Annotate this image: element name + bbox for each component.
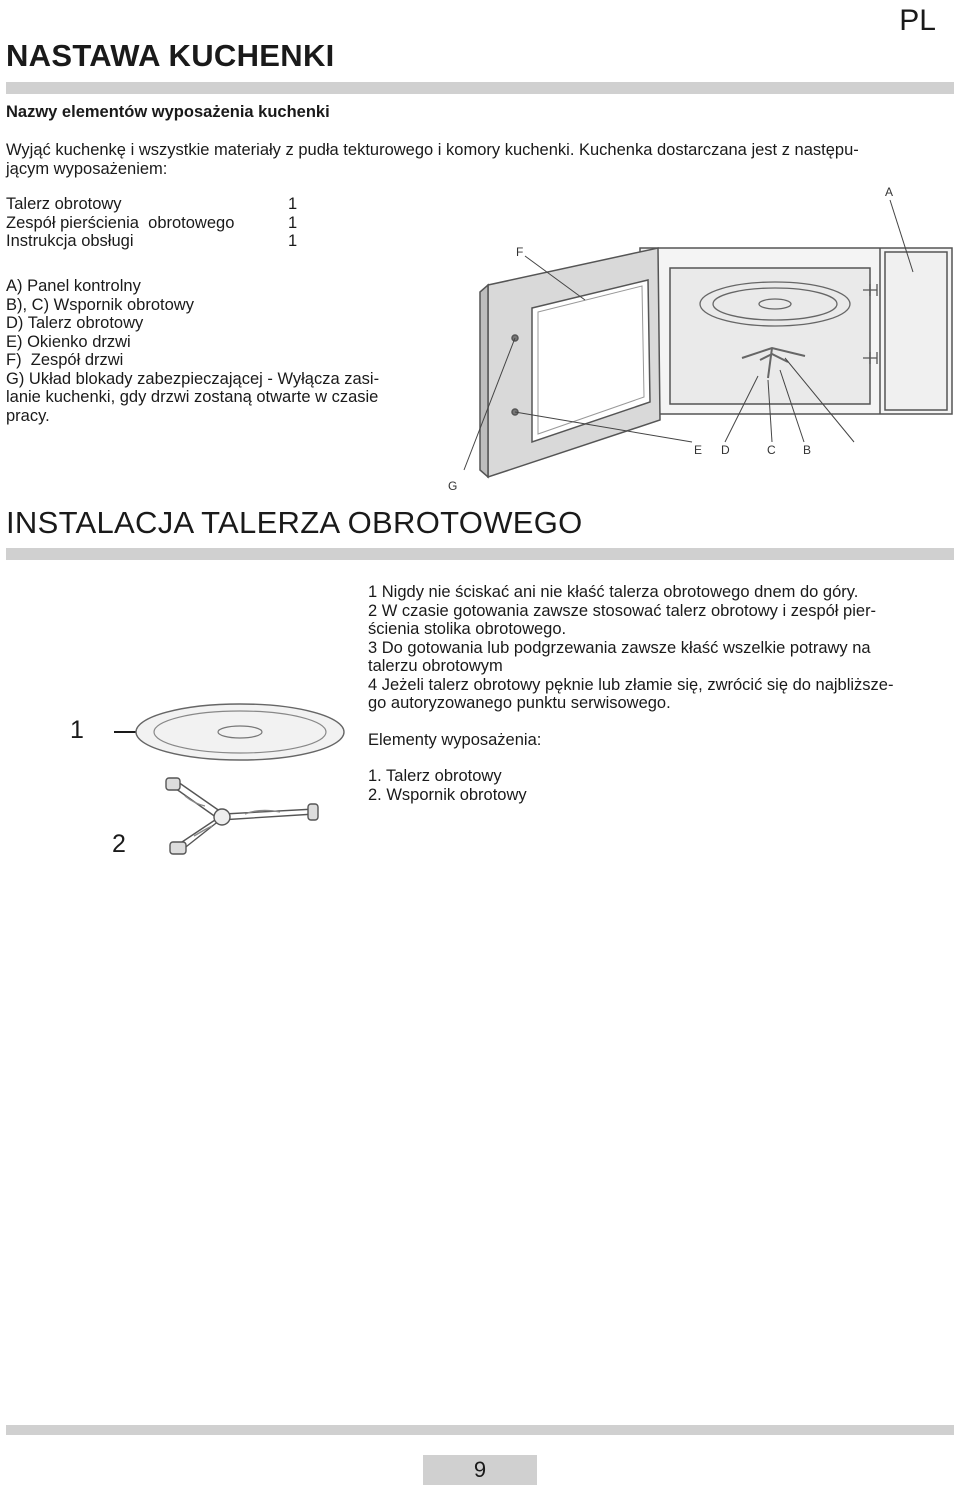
microwave-diagram (448, 180, 960, 500)
roller-support-illustration (160, 776, 330, 860)
label-e: E (694, 443, 703, 457)
step-line: go autoryzowanego punktu serwisowego. (368, 694, 671, 712)
parts-legend-item: lanie kuchenki, gdy drzwi zostaną otwarte w czasie (6, 388, 379, 406)
language-code: PL (899, 4, 936, 37)
equipment-qty: 1 (288, 213, 298, 232)
step-line: 3 Do gotowania lub podgrzewania zawsze kłaść wszelkie potrawy na (368, 638, 871, 657)
accessories-list (368, 767, 527, 804)
figure-number-2: 2 (112, 830, 126, 858)
label-f: F (516, 245, 524, 259)
oven-body (640, 248, 952, 414)
accessories-title: Elementy wyposażenia: (368, 731, 542, 749)
accessory-item: 1. Talerz obrotowy (368, 767, 502, 785)
equipment-qty: 1 (288, 195, 298, 213)
turntable-plate-illustration (132, 700, 348, 764)
accessory-item: 2. Wspornik obrotowy (368, 785, 527, 804)
step-line: talerzu obrotowym (368, 657, 503, 675)
equipment-name: Instrukcja obsługi (6, 232, 134, 250)
equipment-name: Talerz obrotowy (6, 195, 122, 213)
label-c: C (767, 443, 776, 457)
parts-legend-item: B), C) Wspornik obrotowy (6, 295, 194, 314)
parts-legend-item: A) Panel kontrolny (6, 277, 141, 295)
step-line: 4 Jeżeli talerz obrotowy pęknie lub złamie się, zwrócić się do najbliższe- (368, 675, 894, 694)
parts-legend-item: E) Okienko drzwi (6, 332, 131, 351)
oven-door (480, 248, 660, 477)
equipment-name: Zespół pierścienia obrotowego (6, 213, 235, 232)
equipment-qty: 1 (288, 232, 298, 250)
parts-legend-item: F) Zespół drzwi (6, 351, 124, 369)
equipment-item (6, 232, 297, 251)
label-g: G (448, 479, 458, 493)
step-line: 1 Nigdy nie ściskać ani nie kłaść talerza obrotowego dnem do góry. (368, 583, 859, 601)
page-number: 9 (423, 1455, 537, 1485)
page-title: NASTAWA KUCHENKI (6, 38, 335, 73)
equipment-item (6, 214, 297, 233)
label-d: D (721, 443, 730, 457)
intro-line-2: jącym wyposażeniem: (6, 159, 168, 178)
intro-line-1: Wyjąć kuchenkę i wszystkie materiały z pudła tekturowego i komory kuchenki. Kuchenka dostarczana jest z następu- (6, 141, 859, 159)
footer-divider (6, 1425, 954, 1435)
section-heading: INSTALACJA TALERZA OBROTOWEGO (6, 505, 583, 540)
parts-legend-item: D) Talerz obrotowy (6, 314, 144, 332)
section-divider (6, 548, 954, 560)
step-line: ścienia stolika obrotowego. (368, 620, 567, 638)
step-line: 2 W czasie gotowania zawsze stosować talerz obrotowy i zespół pier- (368, 601, 877, 620)
installation-steps (368, 583, 958, 713)
section-subtitle: Nazwy elementów wyposażenia kuchenki (6, 103, 330, 121)
parts-legend (6, 277, 426, 425)
intro-paragraph (6, 141, 951, 178)
parts-legend-item: G) Układ blokady zabezpieczającej - Wyłącza zasi- (6, 369, 380, 388)
parts-legend-item: pracy. (6, 406, 50, 425)
label-b: B (803, 443, 812, 457)
equipment-item (6, 195, 297, 214)
title-divider (6, 82, 954, 94)
equipment-list (6, 195, 297, 251)
figure-number-1: 1 (70, 716, 84, 744)
label-a: A (885, 185, 894, 199)
